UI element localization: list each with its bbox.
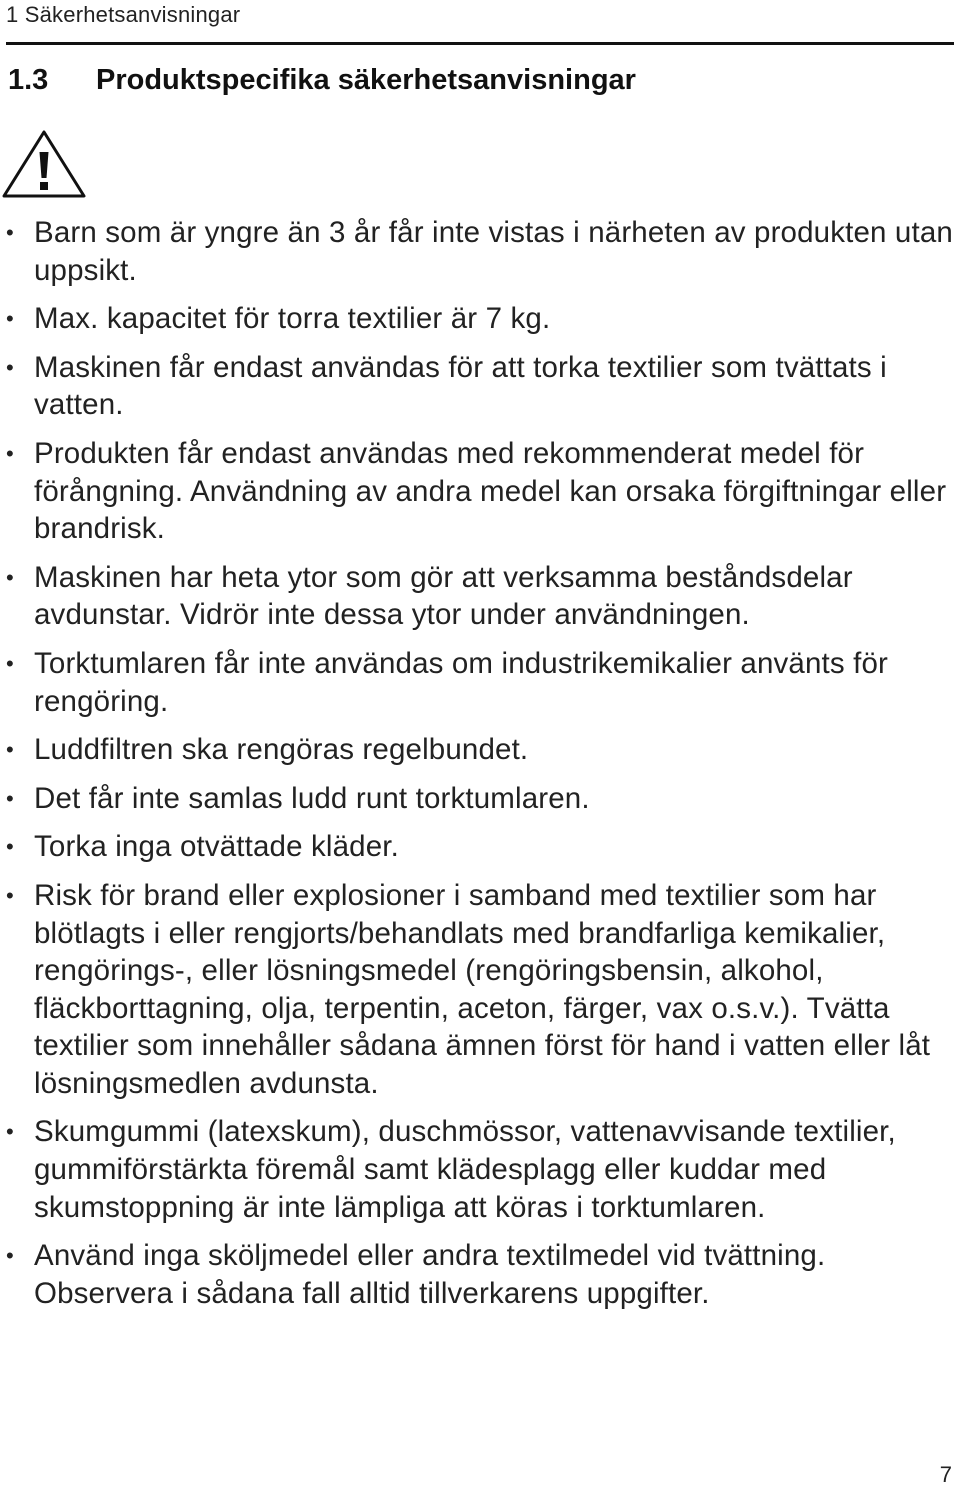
safety-instructions-list	[0, 214, 960, 1323]
list-item	[0, 645, 960, 720]
list-item-text: Risk för brand eller explosioner i samband med textilier som har blötlagts i eller rengjorts/behandlats med brandfarliga kemikalier, rengörings-, eller lösningsmedel (rengöringsbensin, alkohol, fläckborttagning, olja, terpentin, aceton, färger, vax o.s.v.). Tvätta textilier som innehåller sådana ämnen först för hand i vatten eller låt lösningsmedlen avdunsta.	[34, 878, 931, 1100]
list-item	[0, 731, 960, 769]
bullet-icon: •	[6, 882, 14, 908]
list-item-text: Det får inte samlas ludd runt torktumlaren.	[34, 781, 590, 815]
bullet-icon: •	[6, 220, 14, 245]
list-item-text: Skumgummi (latexskum), duschmössor, vattenavvisande textilier, gummiförstärkta föremål samt klädesplagg eller kuddar med skumstoppning är inte lämpliga att köras i torktumlaren.	[34, 1115, 896, 1224]
bullet-icon: •	[6, 1243, 14, 1269]
header-rule	[6, 42, 954, 45]
bullet-icon: •	[6, 650, 14, 676]
running-header: 1 Säkerhetsanvisningar	[6, 2, 241, 27]
section-heading	[8, 64, 636, 97]
bullet-icon: •	[6, 785, 14, 811]
list-item-text: Maskinen har heta ytor som gör att verksamma beståndsdelar avdunstar. Vidrör inte dessa ytor under användningen.	[34, 560, 853, 632]
section-title: Produktspecifika säkerhetsanvisningar	[96, 64, 636, 96]
bullet-icon: •	[6, 564, 14, 590]
list-item-text: Använd inga sköljmedel eller andra textilmedel vid tvättning. Observera i sådana fall alltid tillverkarens uppgifter.	[34, 1239, 826, 1310]
list-item	[0, 300, 960, 338]
list-item	[0, 214, 960, 289]
bullet-icon: •	[6, 1119, 14, 1145]
list-item	[0, 877, 960, 1103]
list-item-text: Max. kapacitet för torra textilier är 7 kg.	[34, 302, 551, 336]
list-item	[0, 349, 960, 424]
list-item-text: Barn som är yngre än 3 år får inte vistas i närheten av produkten utan uppsikt.	[34, 216, 953, 287]
list-item	[0, 1113, 960, 1226]
bullet-icon: •	[6, 440, 14, 466]
bullet-icon: •	[6, 737, 14, 763]
list-item	[0, 1237, 960, 1312]
warning-triangle-icon	[0, 128, 88, 200]
page-number: 7	[939, 1462, 952, 1487]
list-item-text: Torka inga otvättade kläder.	[34, 830, 399, 864]
list-item	[0, 559, 960, 634]
list-item-text: Produkten får endast användas med rekommenderat medel för förångning. Användning av andra medel kan orsaka förgiftningar eller brandrisk.	[34, 436, 947, 546]
bullet-icon: •	[6, 834, 14, 860]
bullet-icon: •	[6, 306, 14, 332]
bullet-icon: •	[6, 354, 14, 380]
list-item	[0, 435, 960, 548]
list-item-text: Torktumlaren får inte användas om industrikemikalier använts för rengöring.	[34, 646, 889, 718]
list-item	[0, 780, 960, 818]
list-item-text: Luddfiltren ska rengöras regelbundet.	[34, 733, 529, 767]
list-item	[0, 828, 960, 866]
section-number: 1.3	[8, 64, 49, 96]
list-item-text: Maskinen får endast användas för att torka textilier som tvättats i vatten.	[34, 350, 887, 422]
